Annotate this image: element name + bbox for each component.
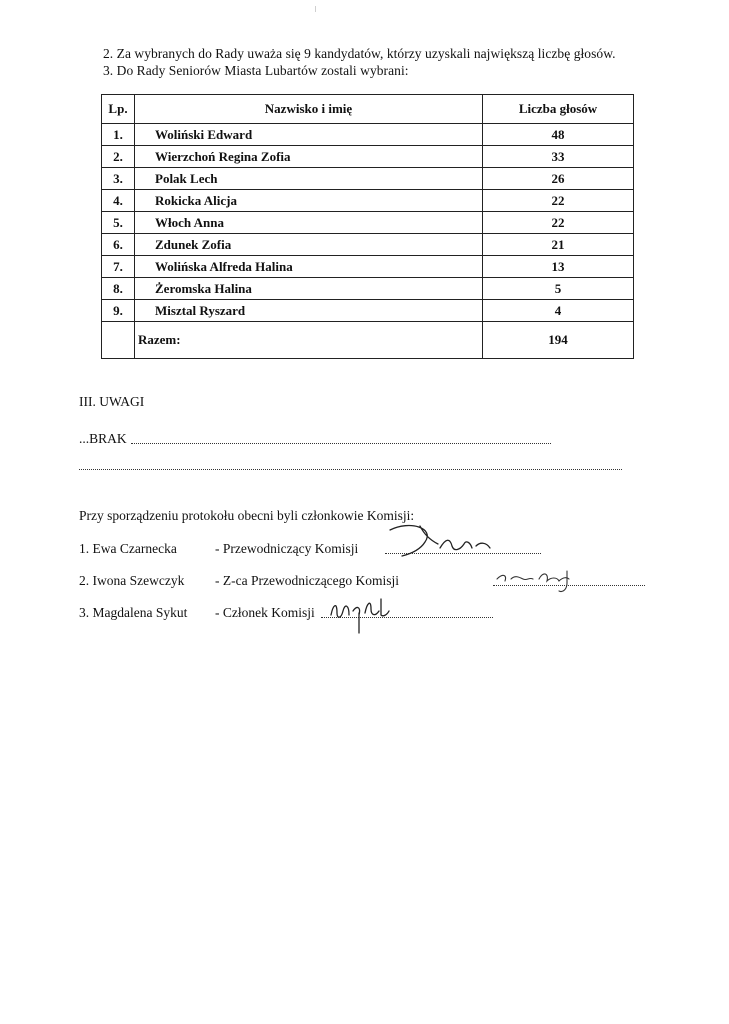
row-name: Woliński Edward <box>135 124 483 146</box>
row-votes: 26 <box>483 168 634 190</box>
table-total-row <box>102 322 634 359</box>
row-name: Polak Lech <box>135 168 483 190</box>
row-lp: 2. <box>102 146 135 168</box>
row-name: Żeromska Halina <box>135 278 483 300</box>
row-lp: 8. <box>102 278 135 300</box>
row-lp: 3. <box>102 168 135 190</box>
row-votes: 22 <box>483 212 634 234</box>
row-votes: 5 <box>483 278 634 300</box>
row-votes: 33 <box>483 146 634 168</box>
row-lp: 5. <box>102 212 135 234</box>
table-row <box>102 300 634 322</box>
row-name: Wolińska Alfreda Halina <box>135 256 483 278</box>
row-lp: 7. <box>102 256 135 278</box>
members-intro: Przy sporządzeniu protokołu obecni byli członkowie Komisji: <box>79 508 415 523</box>
total-lp-empty <box>102 322 135 359</box>
signature-icon-1 <box>380 520 500 560</box>
remarks-dotted-line <box>131 443 551 444</box>
signature-icon-2 <box>493 565 583 595</box>
row-lp: 1. <box>102 124 135 146</box>
row-votes: 13 <box>483 256 634 278</box>
election-results-table <box>101 94 634 359</box>
row-lp: 9. <box>102 300 135 322</box>
remarks-blank-line <box>79 469 622 470</box>
header-votes: Liczba głosów <box>483 95 634 124</box>
member-name: 1. Ewa Czarnecka <box>79 541 177 556</box>
total-label: Razem: <box>135 322 483 359</box>
row-name: Wierzchoń Regina Zofia <box>135 146 483 168</box>
table-row <box>102 256 634 278</box>
table-row <box>102 234 634 256</box>
point-3-text: 3. Do Rady Seniorów Miasta Lubartów zostali wybrani: <box>103 63 409 78</box>
row-lp: 6. <box>102 234 135 256</box>
row-votes: 22 <box>483 190 634 212</box>
row-lp: 4. <box>102 190 135 212</box>
remarks-text: ...BRAK <box>79 431 127 446</box>
member-name: 2. Iwona Szewczyk <box>79 573 185 588</box>
row-votes: 21 <box>483 234 634 256</box>
table-row <box>102 278 634 300</box>
remarks-heading: III. UWAGI <box>79 394 145 409</box>
point-2-text: 2. Za wybranych do Rady uważa się 9 kandydatów, którzy uzyskali największą liczbę głosów. <box>103 46 616 61</box>
header-name: Nazwisko i imię <box>135 95 483 124</box>
table-row <box>102 190 634 212</box>
scan-mark <box>315 6 316 12</box>
table-row <box>102 146 634 168</box>
member-role: - Z-ca Przewodniczącego Komisji <box>215 573 400 588</box>
table-row <box>102 124 634 146</box>
signature-icon-3 <box>325 593 395 637</box>
table-row <box>102 168 634 190</box>
row-name: Włoch Anna <box>135 212 483 234</box>
row-name: Rokicka Alicja <box>135 190 483 212</box>
row-name: Misztal Ryszard <box>135 300 483 322</box>
member-name: 3. Magdalena Sykut <box>79 605 188 620</box>
table-header-row <box>102 95 634 124</box>
row-votes: 4 <box>483 300 634 322</box>
total-value: 194 <box>483 322 634 359</box>
member-role: - Członek Komisji <box>215 605 315 620</box>
member-role: - Przewodniczący Komisji <box>215 541 359 556</box>
row-name: Zdunek Zofia <box>135 234 483 256</box>
row-votes: 48 <box>483 124 634 146</box>
table-row <box>102 212 634 234</box>
header-lp: Lp. <box>102 95 135 124</box>
